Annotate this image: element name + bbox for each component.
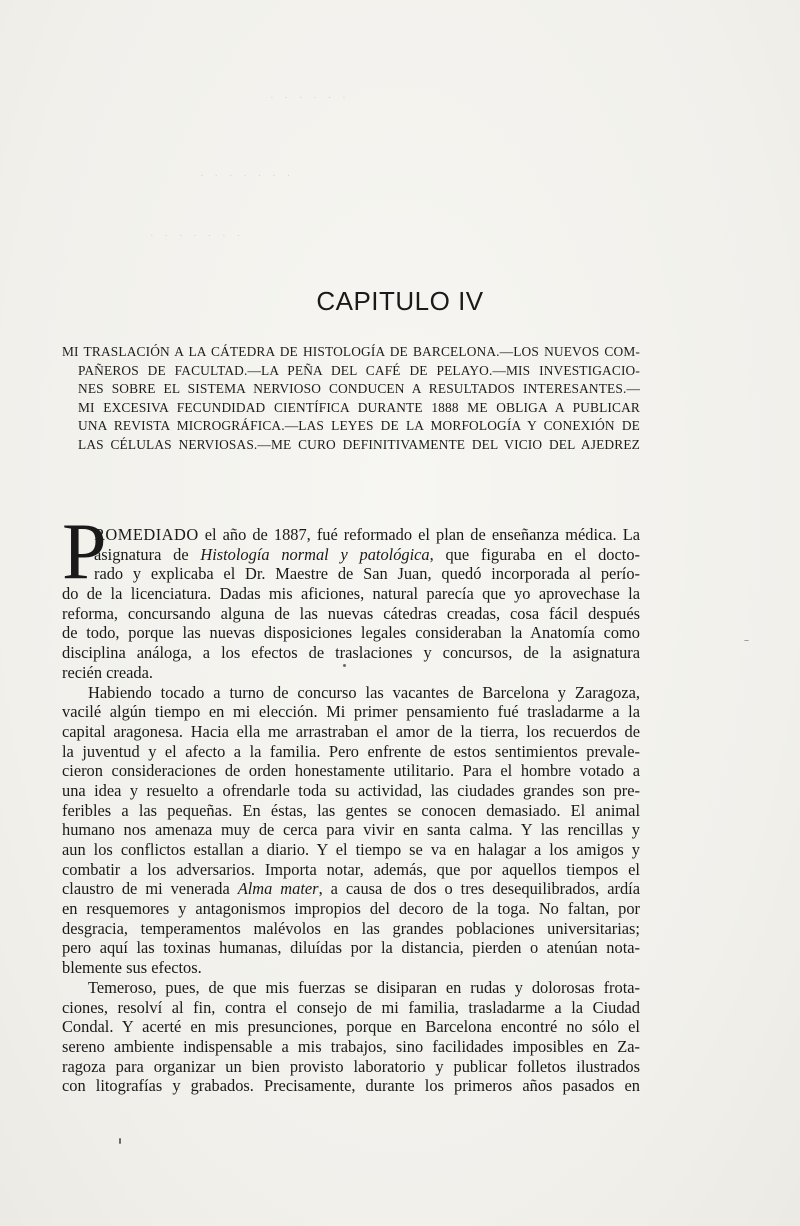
bleed-through-mark: · · · · · · · [150, 230, 245, 242]
body-line: rado y explicaba el Dr. Maestre de San Juan, quedó incorporada al perío- [94, 564, 640, 584]
body-line: ragoza para organizar un bien provisto laboratorio y publicar folletos ilustrados [62, 1056, 640, 1076]
body-line: blemente sus efectos. [62, 958, 202, 978]
ink-speck [119, 1138, 121, 1144]
body-line: claustro de mi venerada Alma mater, a causa de dos o tres desequilibrados, ardía [62, 879, 641, 899]
summary-line: PAÑEROS DE FACULTAD.—LA PEÑA DEL CAFÉ DE PELAYO.—MIS INVESTIGACIO- [78, 362, 640, 378]
body-line: Condal. Y acerté en mis presunciones, porque en Barcelona encontré no sólo el [62, 1017, 640, 1037]
summary-line: LAS CÉLULAS NERVIOSAS.—ME CURO DEFINITIVAMENTE DEL VICIO DEL AJEDREZ [78, 436, 640, 452]
body-line: do de la licenciatura. Dadas mis aficiones, natural parecía que yo aprovechase la [62, 584, 640, 604]
body-line: feribles a las pequeñas. En éstas, las gentes se conocen demasiado. El animal [62, 800, 640, 820]
italic-title: Histología normal y patológica [200, 544, 430, 564]
body-line: vacilé algún tiempo en mi elección. Mi primer pensamiento fué trasladarme a la [62, 702, 640, 722]
summary-line: MI EXCESIVA FECUNDIDAD CIENTÍFICA DURANTE 1888 ME OBLIGA A PUBLICAR [78, 399, 640, 415]
body-line: con litografías y grabados. Precisamente, durante los primeros años pasados en [62, 1076, 640, 1096]
body-line: Habiendo tocado a turno de concurso las vacantes de Barcelona y Zaragoza, [88, 682, 640, 702]
body-line: combatir a los adversarios. Importa notar, además, que por aquellos tiempos el [62, 859, 640, 879]
summary-line: NES SOBRE EL SISTEMA NERVIOSO CONDUCEN A RESULTADOS INTERESANTES.— [78, 381, 640, 396]
body-line: recién creada. [62, 662, 153, 682]
italic-title: Alma mater [237, 879, 319, 899]
body-line: ROMEDIADO el año de 1887, fué reformado el plan de enseñanza médica. La [94, 525, 640, 544]
body-line: pero aquí las toxinas humanas, diluídas por la distancia, pierden o atenúan nota- [62, 938, 640, 958]
body-line: una idea y resuelto a ofrendarle toda su actividad, las ciudades grandes son pre- [62, 780, 640, 800]
body-line: de todo, porque las nuevas disposiciones legales consideraban la Anatomía como [62, 623, 640, 643]
body-line: aun los conflictos estallan a diario. Y el tiempo se va en halagar a los amigos y [62, 840, 640, 859]
ink-speck [744, 640, 749, 641]
body-line: disciplina análoga, a los efectos de traslaciones y concursos, de la asignatura [62, 643, 640, 663]
body-line: en resquemores y antagonismos impropios del decoro de la toga. No faltan, por [62, 899, 640, 919]
first-word: ROMEDIADO [94, 525, 199, 544]
body-line: asignatura de Histología normal y patológica, que figuraba en el docto- [94, 544, 640, 564]
summary-line: UNA REVISTA MICROGRÁFICA.—LAS LEYES DE LA MORFOLOGÍA Y CONEXIÓN DE [78, 418, 640, 433]
body-line: la juventud y el afecto a la familia. Pero enfrente de estos sentimientos prevale- [62, 741, 640, 761]
body-line: Temeroso, pues, de que mis fuerzas se disiparan en rudas y dolorosas frota- [88, 977, 640, 997]
chapter-summary [62, 343, 640, 454]
summary-line: MI TRASLACIÓN A LA CÁTEDRA DE HISTOLOGÍA DE BARCELONA.—LOS NUEVOS COM- [62, 344, 640, 359]
body-text [62, 525, 640, 1096]
drop-cap: P [62, 508, 107, 596]
bleed-through-mark: · · · · · · [270, 92, 350, 104]
body-line: reforma, concursando alguna de las nuevas cátedras creadas, cosa fácil después [62, 603, 640, 623]
body-line: capital aragonesa. Hacia ella me arrastraban el amor de la tierra, los recuerdos de [62, 721, 640, 741]
body-line: ciones, resolví al fin, contra el consejo de mi familia, trasladarme a la Ciudad [62, 997, 640, 1017]
body-line: humano nos amenaza muy de cerca para vivir en santa calma. Y las rencillas y [62, 820, 640, 840]
body-line: desgracia, temperamentos malévolos en las grandes poblaciones universitarias; [62, 918, 640, 938]
body-line: sereno ambiente indispensable a mis trabajos, sino facilidades imposibles en Za- [62, 1036, 640, 1056]
bleed-through-mark: · · · · · · · [200, 170, 295, 182]
body-line: cieron consideraciones de orden honestamente utilitario. Para el hombre votado a [62, 761, 640, 781]
chapter-title: CAPITULO IV [316, 286, 484, 316]
